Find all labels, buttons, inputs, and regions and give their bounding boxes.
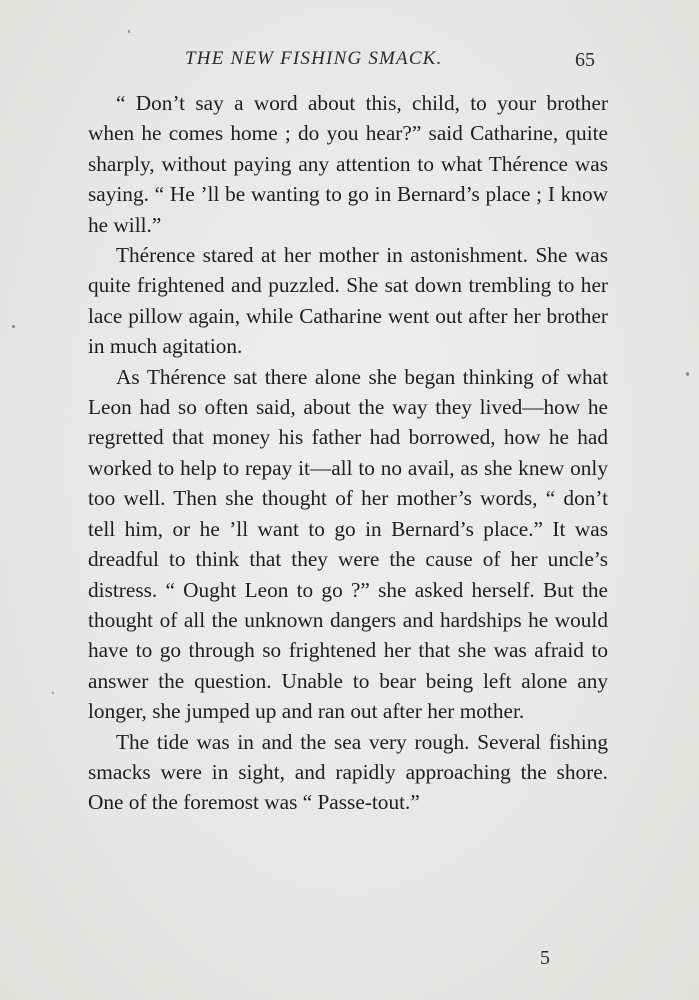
paper-speck xyxy=(686,372,689,376)
page-number: 65 xyxy=(575,49,595,71)
paper-speck xyxy=(12,325,15,328)
paragraph: The tide was in and the sea very rough. Several fishing smacks were in sight, and rapidly approaching the shore. One of the foremost was “ Passe-tout.” xyxy=(88,729,608,815)
paper-speck xyxy=(128,30,130,33)
page-header xyxy=(0,48,699,74)
paragraph: As Thérence sat there alone she began thinking of what Leon had so often said, about the way they lived—how he regretted that money his father had borrowed, how he had worked to help to repay it—all to no avail, as she knew only too well. Then she thought of her mother’s words, “ don’t tell him, or he ’ll want to go in Bernard’s place.” It was dreadful to think that they were the cause of her uncle’s distress. “ Ought Leon to go ?” she asked herself. But the thought of all the unknown dangers and hardships he would have to go through so frightened her that she was afraid to answer the question. Unable to bear being left alone any longer, she jumped up and ran out after her mother. xyxy=(88,364,608,724)
paragraph: Thérence stared at her mother in astonishment. She was quite frightened and puzzled. She sat down trembling to her lace pillow again, while Catharine went out after her brother in much agitation. xyxy=(88,243,608,359)
signature-mark: 5 xyxy=(540,947,550,969)
body-text xyxy=(88,88,608,818)
running-title: THE NEW FISHING SMACK. xyxy=(185,48,443,69)
paragraph: “ Don’t say a word about this, child, to your brother when he comes home ; do you hear?” said Catharine, quite sharply, without paying any attention to what Thérence was saying. “ He ’ll be wanting to go in Bernard’s place ; I know he will.” xyxy=(88,91,608,237)
paper-speck xyxy=(52,692,54,694)
